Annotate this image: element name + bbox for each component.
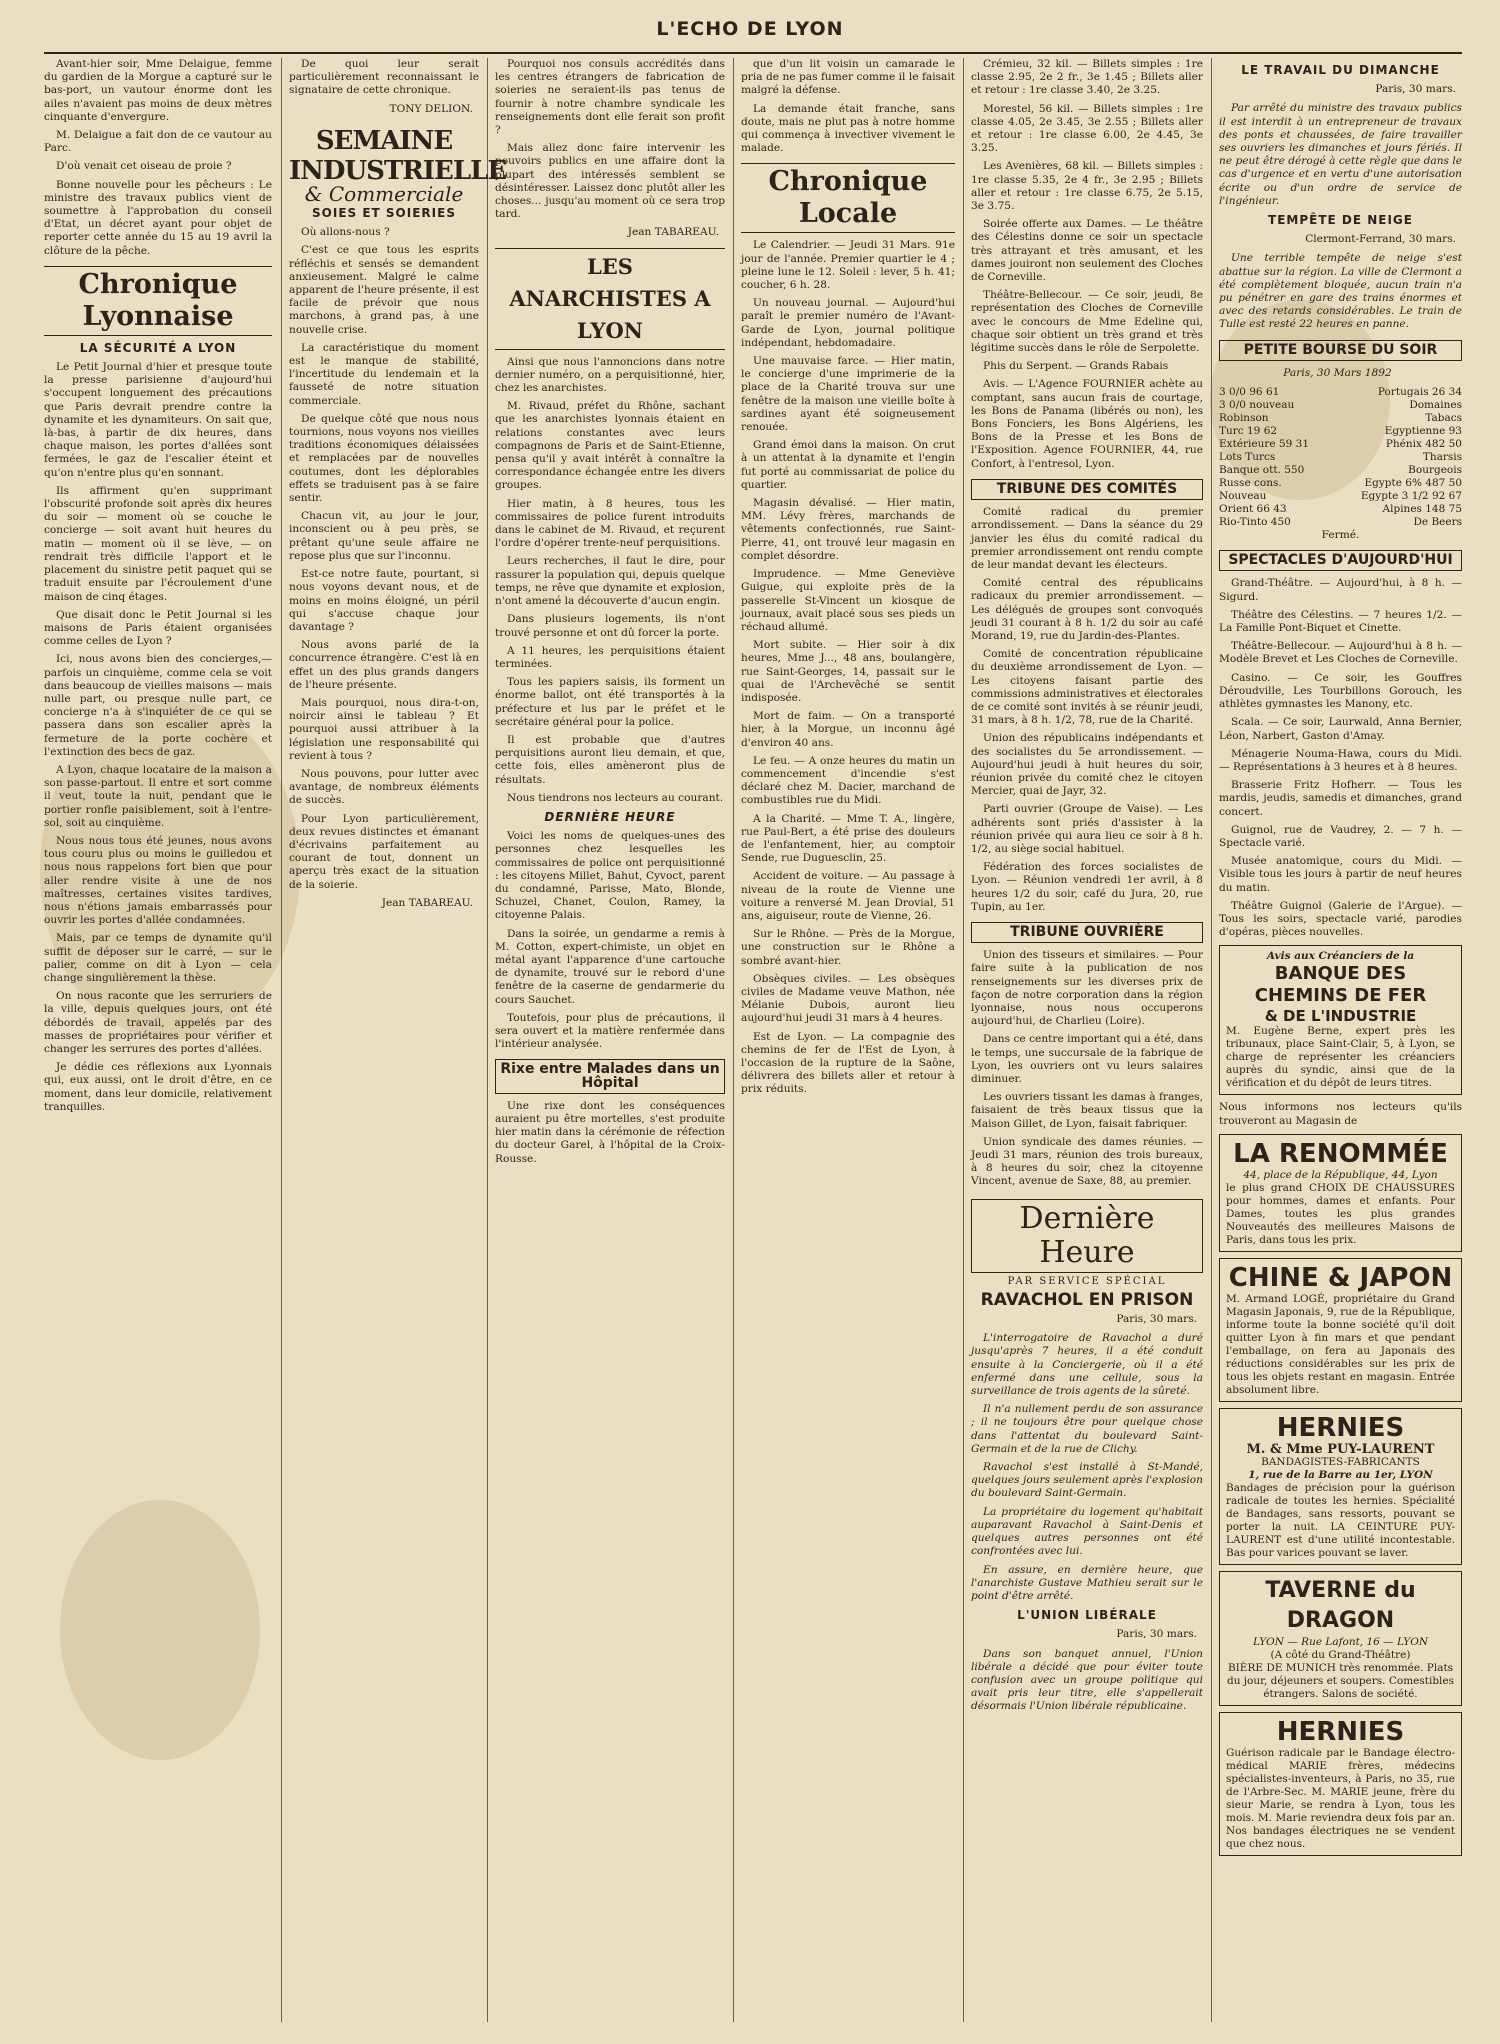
- chronique-lyonnaise-paragraph: Ici, nous avons bien des concierges,— parfois un cinquième, comme cela se voit dans beaucoup de vieilles maisons — mais nulle part, ou presque nulle part, ce concierge n'a à s'inquiéter de ce qui se passera dans son escalier après la fermeture de la porte cochère et l'extinction des becs de gaz.: [44, 653, 272, 758]
- hernies-title: HERNIES: [1276, 1412, 1405, 1443]
- column-2: [289, 58, 507, 2022]
- tempete-neige-date: Clermont-Ferrand, 30 mars.: [1305, 233, 1456, 246]
- rixe-body: [495, 1100, 725, 1166]
- banque-title: BANQUE DES CHEMINS DE FER: [1254, 963, 1427, 1007]
- bourse-left-cell: Orient 66 43: [1219, 503, 1287, 516]
- chronique-lyonnaise-paragraph: Ils affirment qu'en supprimant l'obscurité profonde soit après dix heures du soir — moment où se couche le concierge — soit avant huit heures du matin — moment où il se lève, — on rendrait très difficile l'apport et le placement du sinistre petit paquet qui se traduit ensuite par l'écroulement d'une maison de cinq étages.: [44, 484, 272, 603]
- bourse-right-cell: Bourgeois: [1408, 464, 1462, 477]
- semaine-paragraph: Mais pourquoi, nous dira-t-on, noircir ainsi le tableau ? Et pourquoi aussi attribuer à la législation une responsabilité qui revient à tous ?: [289, 696, 479, 762]
- col2-intro-paragraph: De quoi leur serait particulièrement reconnaissant le signataire de cette chronique.: [289, 58, 479, 97]
- ravachol-paragraph: En assure, en dernière heure, que l'anarchiste Gustave Mathieu serait sur le point d'être arrêté.: [971, 1563, 1203, 1602]
- semaine-paragraph: C'est ce que tous les esprits réfléchis et sensés se demandent anxieusement. Malgré le calme apparent de l'heure présente, il est facile de prévoir que nous marchons, à grand pas, à une nouvelle crise.: [289, 244, 479, 336]
- anarchistes-paragraph: Dans plusieurs logements, ils n'ont trouvé personne et ont dû forcer la porte.: [495, 613, 725, 639]
- union-liberale-date: Paris, 30 mars.: [1116, 1628, 1197, 1641]
- chronique-locale-paragraph: A la Charité. — Mme T. A., lingère, rue Paul-Bert, a été prise des douleurs de l'enfantement, hier, au comptoir Sende, rue Duguesclin, 25.: [741, 812, 955, 865]
- col3-derniere-paragraph: Dans la soirée, un gendarme a remis à M. Cotton, expert-chimiste, un objet en métal ayant l'apparence d'une cartouche de dynamite, trouvé sur le rebord d'une fenêtre de la caserne de gendarmerie du cours Sauchet.: [495, 927, 725, 1006]
- hernies-name: M. & Mme PUY-LAURENT: [1246, 1441, 1435, 1457]
- column-4: [741, 58, 955, 2022]
- taverne-title: TAVERNE du DRAGON: [1265, 1577, 1416, 1633]
- spectacle-paragraph: Ménagerie Nouma-Hawa, cours du Midi. — Représentations à 3 heures et à 8 heures.: [1219, 747, 1462, 773]
- hernies-ad: [1219, 1408, 1462, 1565]
- tariffs-list: [971, 58, 1203, 213]
- chine-text: M. Armand LOGÉ, propriétaire du Grand Magasin Japonais, 9, rue de la République, informe toute la bonne société qu'il doit quitter Lyon à fin mars et que pendant l'emballage, on fera au Japonais des réductions considérables sur les prix de tous les objets restant en magasin. Entrée absolument libre.: [1226, 1292, 1455, 1396]
- renommee-text: le plus grand CHOIX DE CHAUSSURES pour hommes, dames et enfants. Pour Dames, toutes les plus grandes Nouveautés des meilleures Maisons de Paris, dans tous les prix.: [1226, 1181, 1455, 1246]
- taverne-ad: [1219, 1571, 1462, 1706]
- semaine-paragraph: La caractéristique du moment est le manque de stabilité, l'incertitude du lendemain et la fausseté de notre situation commerciale.: [289, 341, 479, 407]
- bourse-left-cell: Russe cons.: [1219, 477, 1282, 490]
- bourse-row: [1219, 399, 1462, 412]
- spectacle-paragraph: Musée anatomique, cours du Midi. — Visible tous les jours à partir de neuf heures du matin.: [1219, 855, 1462, 894]
- column-separator: [1211, 58, 1212, 2022]
- anarchistes-paragraph: Tous les papiers saisis, ils forment un énorme ballot, ont été transportés à la préfecture et lus par le préfet et le secrétaire général pour la police.: [495, 676, 725, 728]
- bourse-left-cell: 3 0/0 nouveau: [1219, 399, 1295, 412]
- chronique-lyonnaise-paragraph: Nous nous tous été jeunes, nous avons tous couru plus ou moins le guilledou et nous nous rappelons fort bien que pour aller rendre visite à une de nos maîtresses, certaines visites tardives, nous n'étions jamais embarrassés pour ouvrir les portes d'allée condamnées.: [44, 834, 272, 927]
- bourse-right-cell: Tharsis: [1422, 451, 1462, 464]
- taverne-address: LYON — Rue Lafont, 16 — LYON: [1252, 1635, 1429, 1648]
- ravachol-paragraph: La propriétaire du logement qu'habitait auparavant Ravachol à Saint-Denis et quelques autres personnes ont été confrontées avec lui.: [971, 1505, 1203, 1558]
- bourse-right-cell: Domaines: [1409, 399, 1462, 412]
- spectacle-paragraph: Théâtre Guignol (Galerie de l'Argue). — Tous les soirs, spectacle varié, parodies d'opéras, pièces nouvelles.: [1219, 899, 1462, 939]
- union-liberale-heading: L'UNION LIBÉRALE: [1017, 1608, 1157, 1623]
- bourse-right-cell: Egyptienne 93: [1384, 425, 1462, 438]
- tribune-comites-paragraph: Comité central des républicains radicaux du premier arrondissement. — Les délégués de groupes sont convoqués jeudi 31 courant à 8 h. 1/2 du soir au café Morand, 19, rue du Jardin-des-Plantes.: [971, 577, 1203, 642]
- tribune-ouvriere-paragraph: Les ouvriers tissant les damas à franges, faisaient de très beaux tissus que la Maison Gillet, de Lyon, faisait fabriquer.: [971, 1091, 1203, 1130]
- semaine-industrielle-body: [289, 226, 479, 892]
- col1-intro-paragraph: Avant-hier soir, Mme Delaigue, femme du gardien de la Morgue a capturé sur le bas-port, un vautour énorme dont les ailes n'avaient pas moins de deux mètres cinquante d'envergure.: [44, 58, 272, 123]
- tariff-paragraph: Les Avenières, 68 kil. — Billets simples : 1re classe 5.35, 2e 4 fr., 3e 2.95 ; Billets aller et retour : 1re classe 6.75, 2e 5.15, 3e 3.75.: [971, 160, 1203, 213]
- spectacle-paragraph: Guignol, rue de Vaudrey, 2. — 7 h. — Spectacle varié.: [1219, 823, 1462, 849]
- tribune-ouvriere-paragraph: Union syndicale des dames réunies. — Jeudi 31 mars, réunion des trois bureaux, à 8 heures du soir, chez la citoyenne Vincent, avenue de Saxe, 88, au premier.: [971, 1135, 1203, 1188]
- avis-title: Avis aux Créanciers de la: [1266, 950, 1415, 963]
- spectacle-paragraph: Casino. — Ce soir, les Gouffres Déroudville, Les Tourbillons Gorouch, les athlètes gymnastes les Manony, etc.: [1219, 671, 1462, 711]
- chronique-locale-body: [741, 239, 955, 1096]
- union-liberale-paragraph: Dans son banquet annuel, l'Union libérale a décidé que pour éviter toute confusion avec un groupe politique qui avait pris leur titre, elle s'appellerait désormais l'Union libérale républicaine.: [971, 1647, 1203, 1713]
- anarchistes-paragraph: Nous tiendrons nos lecteurs au courant.: [507, 791, 724, 804]
- col3-derniere-heading: DERNIÈRE HEURE: [544, 809, 676, 824]
- semaine-paragraph: Est-ce notre faute, pourtant, si nous voyons devant nous, et de moins en moins éloigné, un péril qui s'accuse chaque jour davantage ?: [289, 568, 479, 633]
- bourse-footer: Fermé.: [1321, 529, 1360, 542]
- renommee-address: 44, place de la République, 44, Lyon: [1243, 1168, 1438, 1181]
- col1-intro-paragraph: D'où venait cet oiseau de proie ?: [56, 160, 232, 173]
- column-5: [971, 58, 1203, 2022]
- chronique-lyonnaise-paragraph: A Lyon, chaque locataire de la maison a son passe-partout. Il entre et sort comme il veut, toute la nuit, pendant que le portier ronfle paisiblement, soit à l'entre-sol, soit au cinquième.: [44, 763, 272, 829]
- ravachol-paragraph: L'interrogatoire de Ravachol a duré jusqu'après 7 heures, il a été conduit ensuite à la Conciergerie, où il a été enfermé dans une cellule, sous la surveillance de trois agents de la sûreté.: [971, 1332, 1203, 1398]
- chronique-locale-paragraph: Accident de voiture. — Au passage à niveau de la route de Vienne une voiture a renversé M. Jean Drovial, 51 ans, aiguiseur, route de Vienne, 26.: [741, 870, 955, 922]
- column-6: [1219, 58, 1462, 2022]
- col5-paragraph: Théâtre-Bellecour. — Ce soir, jeudi, 8e représentation des Cloches de Corneville avec le concours de Mme Edeline qui, chaque soir obtient un très grand et très légitime succès dans le rôle de Serpolette.: [971, 289, 1203, 355]
- tribune-comites-body: [971, 506, 1203, 914]
- anarchistes-paragraph: M. Rivaud, préfet du Rhône, sachant que les anarchistes lyonnais étaient en relations constantes avec leurs compagnons de Paris et de Saint-Etienne, pensa qu'il y avait intérêt à connaître la correspondance échangée entre les divers groupes.: [495, 400, 725, 492]
- hernies-address: 1, rue de la Barre au 1er, LYON: [1248, 1468, 1433, 1481]
- bourse-right-cell: Tabacs: [1425, 412, 1462, 425]
- bourse-heading: PETITE BOURSE DU SOIR: [1219, 340, 1462, 361]
- column-3: [495, 58, 725, 2022]
- semaine-paragraph: Où allons-nous ?: [301, 226, 390, 239]
- soies-subtitle: SOIES ET SOIERIES: [312, 206, 456, 221]
- tribune-ouvriere-heading: TRIBUNE OUVRIÈRE: [971, 922, 1203, 943]
- bourse-row: [1219, 516, 1462, 529]
- derniere-heure-subtitle: PAR SERVICE SPÉCIAL: [1007, 1275, 1167, 1287]
- rixe-heading: Rixe entre Malades dans un Hôpital: [495, 1059, 725, 1093]
- chronique-locale-paragraph: Magasin dévalisé. — Hier matin, MM. Lévy frères, marchands de vêtements confectionnés, rue Saint-Pierre, 41, ont trouvé leur magasin en complet désordre.: [741, 497, 955, 562]
- masthead: L'ECHO DE LYON: [656, 18, 844, 40]
- bourse-left-cell: Robinson: [1219, 412, 1269, 425]
- col3-derniere-paragraph: Toutefois, pour plus de précautions, il sera ouvert et la matière renfermée dans l'intérieur analysée.: [495, 1011, 725, 1051]
- bourse-right-cell: Egypte 6% 487 50: [1364, 477, 1462, 490]
- spectacle-paragraph: Théâtre-Bellecour. — Aujourd'hui à 8 h. — Modèle Brevet et Les Cloches de Corneville.: [1219, 640, 1462, 666]
- bourse-row: [1219, 451, 1462, 464]
- col2-signature2: Jean TABAREAU.: [381, 896, 473, 909]
- spectacles-list: [1219, 577, 1462, 939]
- bourse-row: [1219, 503, 1462, 516]
- chronique-locale-paragraph: Grand émoi dans la maison. On crut à un attentat à la dynamite et l'engin fut porté au commissariat de police du quartier.: [741, 439, 955, 491]
- bourse-right-cell: Egypte 3 1/2 92 67: [1360, 490, 1462, 503]
- col2-signature: TONY DELION.: [389, 102, 473, 115]
- chronique-locale-paragraph: Est de Lyon. — La compagnie des chemins de fer de l'Est de Lyon, à l'occasion de la rupture de la Saône, délivrera des billets aller et retour à prix réduits.: [741, 1030, 955, 1096]
- spectacle-paragraph: Théâtre des Célestins. — 7 heures 1/2. — La Famille Pont-Biquet et Cinette.: [1219, 608, 1462, 635]
- chronique-locale-paragraph: Un nouveau journal. — Aujourd'hui paraît le premier numéro de l'Avant-Garde de Lyon, journal politique indépendant, hebdomadaire.: [741, 297, 955, 349]
- rixe-paragraph: Une rixe dont les conséquences auraient pu être mortelles, s'est produite hier matin dans la cérémonie de réfection du docteur Garel, à l'hôpital de la Croix-Rousse.: [495, 1099, 725, 1165]
- col3-derniere-paragraph: Voici les noms de quelques-unes des personnes chez lesquelles les commissaires de police ont perquisitionné : les citoyens Millet, Bahut, Cyvoct, parent du condamné, Parisse, Mato, Blonde, Schuzel, Chanet, Coulon, Ramey, la citoyenne Palais.: [495, 830, 725, 922]
- ravachol-paragraph: Il n'a nullement perdu de son assurance ; il ne toujours être pour quelque chose dans l'attentat du boulevard Saint-Germain et de la rue de Clichy.: [971, 1403, 1203, 1455]
- col1-intro: [44, 58, 272, 258]
- chronique-lyonnaise-paragraph: On nous raconte que les serruriers de la ville, depuis quelques jours, ont été débordés de travail, appelés par des masses de propriétaires pour vérifier et changer les serrures des portes d'allées.: [44, 990, 272, 1055]
- tribune-ouvriere-paragraph: Union des tisseurs et similaires. — Pour faire suite à la publication de nos renseignements sur les diverses prix de façon de notre corporation dans la région lyonnaise, nous nous occuperons aujourd'hui, de Charlieu (Loire).: [971, 949, 1203, 1028]
- chronique-locale-paragraph: Obsèques civiles. — Les obsèques civiles de Madame veuve Mathon, née Mélanie Dubois, auront lieu aujourd'hui jeudi 31 mars à 4 heures.: [741, 972, 955, 1025]
- column-separator: [281, 58, 282, 2022]
- derniere-heure-title: Dernière Heure: [971, 1199, 1203, 1273]
- tribune-comites-paragraph: Comité radical du premier arrondissement. — Dans la séance du 29 janvier les élus du comité radical du premier arrondissement ont rendu compte de leur mandat devant les électeurs.: [971, 506, 1203, 571]
- hernies2-title: HERNIES: [1276, 1716, 1405, 1747]
- semaine-paragraph: Nous avons parlé de la concurrence étrangère. C'est là en effet un des plus grands dangers de l'heure présente.: [289, 639, 479, 691]
- ravachol-paragraph: Ravachol s'est installé à St-Mandé, quelques jours seulement après l'explosion du boulevard Saint-Germain.: [971, 1461, 1203, 1500]
- ravachol-heading: RAVACHOL EN PRISON: [980, 1289, 1194, 1310]
- col1-intro-paragraph: Bonne nouvelle pour les pêcheurs : Le ministre des travaux publics vient de soumettre à l'approbation du conseil d'Etat, un décret ayant pour objet de reporter cette année du 15 au 19 avril la clôture de la pêche.: [44, 178, 272, 257]
- column-separator: [963, 58, 964, 2022]
- bourse-row: [1219, 386, 1462, 399]
- bourse-left-cell: Extérieure 59 31: [1219, 438, 1310, 451]
- bourse-right-cell: Portugais 26 34: [1377, 386, 1462, 399]
- chronique-lyonnaise-paragraph: Mais, par ce temps de dynamite qu'il suffit de déposer sur le carré, — sur le palier, comme on dit à Lyon — cela change singulièrement la thèse.: [44, 932, 272, 984]
- chronique-locale-paragraph: Une mauvaise farce. — Hier matin, le concierge d'une imprimerie de la place de la Charité trouva sur une fenêtre de la maison une vieille boîte à sardines ayant été soigneusement renouée.: [741, 355, 955, 434]
- bourse-right-cell: Phénix 482 50: [1385, 438, 1462, 451]
- chronique-locale-title: Chronique Locale: [741, 163, 955, 233]
- col4-intro-paragraph: que d'un lit voisin un camarade le pria de ne pas fumer comme il le faisait malgré la défense.: [741, 58, 955, 97]
- bourse-left-cell: Turc 19 62: [1219, 425, 1278, 438]
- column-1: [44, 58, 272, 2022]
- tribune-comites-paragraph: Union des républicains indépendants et des socialistes du 5e arrondissement. — Aujourd'hui jeudi à huit heures du soir, réunion privée du comité chez le citoyen Mercier, quai de Jayr, 32.: [971, 732, 1203, 798]
- tribune-comites-paragraph: Comité de concentration républicaine du deuxième arrondissement de Lyon. — Les citoyens faisant partie des commissions administratives et électorales de ce comité sont invités à se réunir jeudi, 31 mars, à 8 h. 1/2, 78, rue de la Charité.: [971, 648, 1203, 727]
- bourse-right-cell: De Beers: [1413, 516, 1462, 529]
- bourse-left-cell: 3 0/0 96 61: [1219, 386, 1280, 399]
- hernies2-text: Guérison radicale par le Bandage électro-médical MARIE frères, médecins spécialistes-inventeurs, à Paris, no 35, rue de l'Arbre-Sec. M. MARIE jeune, frère du sieur Marie, se rendra à Lyon, tous les mois. M. Marie reviendra deux fois par an. Nos bandages électriques ne se vendent que chez nous.: [1226, 1746, 1455, 1850]
- spectacle-paragraph: Scala. — Ce soir, Laurwald, Anna Bernier, Léon, Narbert, Gaston d'Amay.: [1219, 716, 1462, 742]
- col3-signature: Jean TABAREAU.: [627, 226, 719, 239]
- col2-intro: [289, 58, 479, 98]
- col3-intro: [495, 58, 725, 221]
- renommee-intro: Nous informons nos lecteurs qu'ils trouveront au Magasin de: [1219, 1101, 1462, 1127]
- chronique-lyonnaise-title: Chronique Lyonnaise: [44, 266, 272, 336]
- hernies-sub: BANDAGISTES-FABRICANTS: [1261, 1455, 1420, 1468]
- bourse-row: [1219, 477, 1462, 490]
- column-separator: [487, 58, 488, 2022]
- chine-ad: [1219, 1258, 1462, 1402]
- spectacles-heading: SPECTACLES D'AUJOURD'HUI: [1219, 550, 1462, 571]
- col3-derniere-body: [495, 830, 725, 1051]
- chronique-lyonnaise-subtitle: LA SÉCURITÉ A LYON: [79, 340, 237, 355]
- bourse-left-cell: Rio-Tinto 450: [1219, 516, 1291, 529]
- bourse-row: [1219, 438, 1462, 451]
- renommee-title: LA RENOMMÉE: [1233, 1138, 1448, 1169]
- anarchistes-paragraph: Hier matin, à 8 heures, tous les commissaires de police furent introduits dans le cabinet de M. Rivaud, et reçurent l'ordre d'opérer trente-neuf perquisitions.: [495, 497, 725, 550]
- chronique-lyonnaise-body: [44, 361, 272, 1114]
- anarchistes-paragraph: Il est probable que d'autres perquisitions auront lieu demain, et que, cette fois, elles amèneront plus de résultats.: [495, 733, 725, 786]
- bourse-row: [1219, 425, 1462, 438]
- chronique-locale-paragraph: Le feu. — A onze heures du matin un commencement d'incendie s'est déclaré chez M. Dacier, marchand de combustibles rue du Midi.: [741, 754, 955, 807]
- masthead-rule: [44, 52, 1462, 54]
- chronique-locale-paragraph: Mort de faim. — On a transporté hier, à la Morgue, un inconnu âgé d'environ 40 ans.: [741, 710, 955, 749]
- col3-intro-paragraph: Pourquoi nos consuls accrédités dans les centres étrangers de fabrication de soieries ne seraient-ils pas tenus de fournir à notre chambre syndicale les renseignements dont elle ferait son profit ?: [495, 58, 725, 137]
- bourse-row: [1219, 412, 1462, 425]
- col5-paragraph: Phis du Serpent. — Grands Rabais: [983, 360, 1169, 373]
- column-separator: [733, 58, 734, 2022]
- travail-dimanche-heading: LE TRAVAIL DU DIMANCHE: [1241, 63, 1440, 77]
- col3-intro-paragraph: Mais allez donc faire intervenir les pouvoirs publics en une affaire dont la plupart des intéressés semblent se désintéresser. Laissez donc plutôt aller les choses... jusqu'au moment où ce sera trop tard.: [495, 142, 725, 221]
- chronique-lyonnaise-paragraph: Que disait donc le Petit Journal si les maisons de Paris étaient organisées comme celles de Lyon ?: [44, 608, 272, 648]
- ravachol-body: [971, 1332, 1203, 1603]
- bourse-table: [1219, 386, 1462, 529]
- anarchistes-paragraph: Leurs recherches, il faut le dire, pour rassurer la population qui, depuis quelque temps, ne rêve que dynamite et explosion, n'ont amené la découverte d'aucun engin.: [495, 555, 725, 608]
- bourse-left-cell: Banque ott. 550: [1219, 464, 1305, 477]
- col5-paragraph: Avis. — L'Agence FOURNIER achète au comptant, sans aucun frais de courtage, les Bons de Panama (libérés ou non), les Bons Fonciers, les Bons Algériens, les Bons de la Presse et les Bons de l'Exposition. Agence FOURNIER, 44, rue Confort, à l'entresol, Lyon.: [971, 378, 1203, 470]
- chronique-locale-paragraph: Le Calendrier. — Jeudi 31 Mars. 91e jour de l'année. Premier quartier le 4 ; pleine lune le 12. Soleil : lever, 5 h. 41; coucher, 6 h. 28.: [741, 239, 955, 292]
- bourse-right-cell: Alpines 148 75: [1382, 503, 1462, 516]
- chronique-locale-paragraph: Imprudence. — Mme Geneviève Guigue, qui exploite près de la passerelle St-Vincent un kiosque de journaux, avait placé sous ses pieds un réchaud allumé.: [741, 568, 955, 633]
- tariff-paragraph: Crémieu, 32 kil. — Billets simples : 1re classe 2.95, 2e 2 fr., 3e 1.45 ; Billets aller et retour : 1re classe 3.40, 2e 3.25.: [971, 58, 1203, 97]
- tariff-paragraph: Morestel, 56 kil. — Billets simples : 1re classe 4.05, 2e 3.45, 3e 2.55 ; Billets aller et retour : 1re classe 6.00, 2e 4.45, 3e 3.25.: [971, 102, 1203, 155]
- union-liberale-body: [971, 1648, 1203, 1714]
- tribune-comites-paragraph: Parti ouvrier (Groupe de Vaise). — Les adhérents sont priés d'assister à la réunion privée qui aura lieu ce soir à 8 h. 1/2, au siège social habituel.: [971, 803, 1203, 855]
- semaine-industrielle-title: SEMAINE INDUSTRIELLE: [289, 125, 507, 186]
- tempete-neige-heading: TEMPÊTE DE NEIGE: [1268, 213, 1413, 228]
- anarchistes-paragraph: Ainsi que nous l'annoncions dans notre dernier numéro, on a perquisitionné, hier, chez les anarchistes.: [495, 355, 725, 395]
- anarchistes-paragraph: A 11 heures, les perquisitions étaient terminées.: [495, 644, 725, 670]
- semaine-paragraph: Pour Lyon particulièrement, deux revues distinctes et émanant d'écrivains parfaitement au courant de tout, donnent un aperçu très exact de la situation de la soierie.: [289, 812, 479, 891]
- spectacle-paragraph: Brasserie Fritz Hofherr. — Tous les mardis, jeudis, samedis et dimanches, grand concert.: [1219, 779, 1462, 818]
- tribune-ouvriere-paragraph: Dans ce centre important qui a été, dans le temps, une succursale de la fabrique de Lyon, les ouvriers ont vu leurs salaires diminuer.: [971, 1033, 1203, 1086]
- spectacle-paragraph: Grand-Théâtre. — Aujourd'hui, à 8 h. — Sigurd.: [1219, 577, 1462, 603]
- tribune-comites-paragraph: Fédération des forces socialistes de Lyon. — Réunion vendredi 1er avril, à 8 heures 1/2 du soir, café du Jura, 20, rue Tupin, au 1er.: [971, 861, 1203, 913]
- chronique-locale-paragraph: Mort subite. — Hier soir à dix heures, Mme J..., 48 ans, boulangère, rue Saint-Georges, 14, passait sur le quai de l'Archevêché se sentit indisposée.: [741, 639, 955, 704]
- banque-subtitle: & DE L'INDUSTRIE: [1264, 1007, 1417, 1026]
- chronique-locale-paragraph: Sur le Rhône. — Près de la Morgue, une construction sur le Rhône a sombré avant-hier.: [741, 928, 955, 967]
- bourse-left-cell: Lots Turcs: [1219, 451, 1276, 464]
- chronique-lyonnaise-paragraph: Le Petit Journal d'hier et presque toute la presse parisienne d'aujourd'hui s'occupent longuement des précautions que Paris devrait prendre contre la dynamite et les dynamiteurs. On sait que, là-bas, à partir de dix heures, dans chaque maison, les portes d'allées sont fermées, le gaz de l'escalier éteint et qu'on n'entre plus qu'en sonnant.: [44, 361, 272, 479]
- col4-intro-paragraph: La demande était franche, sans doute, mais ne plut pas à notre homme qui commença à invectiver vivement le malade.: [741, 102, 955, 155]
- hernies-text: Bandages de précision pour la guérison radicale de toutes les hernies. Spécialité de Bandages, sans ressorts, pouvant se porter la nuit. LA CEINTURE PUY-LAURENT est d'une utilité incontestable. Bas pour varices pouvant se laver.: [1226, 1481, 1455, 1559]
- travail-dimanche-date: Paris, 30 mars.: [1375, 83, 1456, 96]
- col5-body: [971, 218, 1203, 471]
- bourse-row: [1219, 464, 1462, 477]
- ravachol-date: Paris, 30 mars.: [1116, 1313, 1197, 1326]
- col5-paragraph: Soirée offerte aux Dames. — Le théâtre des Célestins donne ce soir un spectacle très attrayant et très amusant, et les dames jouiront non seulement des Cloches de Corneville.: [971, 218, 1203, 284]
- bourse-left-cell: Nouveau: [1219, 490, 1267, 503]
- bourse-row: [1219, 490, 1462, 503]
- banque-text: M. Eugène Berne, expert près les tribunaux, place Saint-Clair, 5, à Lyon, se charge de représenter les créanciers auprès du syndic, ainsi que de la vérification et du dépôt de leurs titres.: [1226, 1025, 1455, 1090]
- travail-dimanche-text: Par arrêté du ministre des travaux publics il est interdit à un entrepreneur de travaux des ponts et chaussées, de faire travailler ses ouvriers les dimanches et jours fériés. Il ne peut être dérogé à cette règle que dans le cas d'urgence et en vertu d'une autorisation écrite ou d'un ordre de service de l'ingénieur.: [1219, 102, 1462, 207]
- semaine-paragraph: Chacun vit, au jour le jour, inconscient ou à peu près, se prêtant qu'une seule affaire ne repose plus que sur l'inconnu.: [289, 510, 479, 562]
- tribune-ouvriere-body: [971, 949, 1203, 1188]
- anarchistes-title: LES ANARCHISTES A LYON: [495, 248, 725, 350]
- col4-intro: [741, 58, 955, 155]
- chine-title: CHINE & JAPON: [1228, 1262, 1453, 1293]
- chronique-lyonnaise-paragraph: Je dédie ces réflexions aux Lyonnais qui, eux aussi, ont le droit d'être, en ce moment, dans leur domicile, relativement tranquilles.: [44, 1061, 272, 1113]
- tribune-comites-heading: TRIBUNE DES COMITÉS: [971, 479, 1203, 500]
- bourse-date: Paris, 30 Mars 1892: [1283, 366, 1392, 379]
- anarchistes-body: [495, 356, 725, 805]
- banque-ad: [1219, 945, 1462, 1095]
- taverne-text: BIÈRE DE MUNICH très renommée. Plats du jour, déjeuners et soupers. Comestibles étrangers. Salons de société.: [1226, 1661, 1455, 1700]
- col1-intro-paragraph: M. Delaigue a fait don de ce vautour au Parc.: [44, 129, 272, 155]
- semaine-paragraph: Nous pouvons, pour lutter avec avantage, de nombreux éléments de succès.: [289, 767, 479, 807]
- renommee-ad: [1219, 1134, 1462, 1252]
- taverne-sub: (A côté du Grand-Théâtre): [1270, 1648, 1411, 1661]
- tempete-neige-text: Une terrible tempête de neige s'est abattue sur la région. La ville de Clermont a été complètement bloquée, aucun train n'a pu pénétrer en gare des trains énormes et avec des retards considérables. Le train de Tulle est resté 22 heures en panne.: [1219, 252, 1462, 331]
- semaine-commerciale-title: & Commerciale: [304, 181, 464, 206]
- hernies2-ad: [1219, 1712, 1462, 1856]
- semaine-paragraph: De quelque côté que nous nous tournions, nous voyons nos vieilles traditions économiques délaissées et remplacées par de nouvelles coutumes, dont les déplorables effets se traduisent pas à se faire sentir.: [289, 412, 479, 505]
